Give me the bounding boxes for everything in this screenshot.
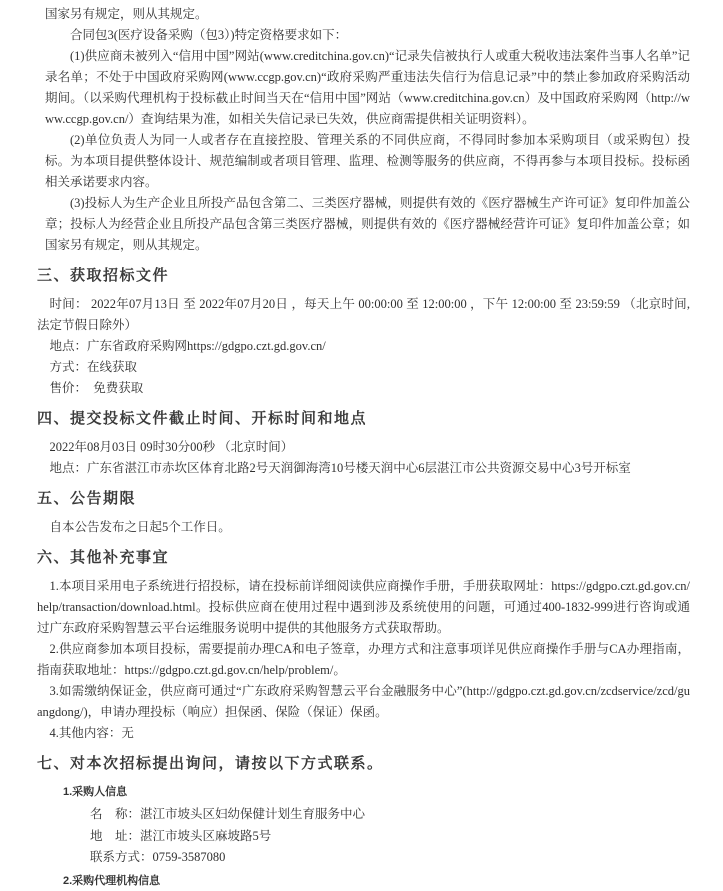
other-matters-item-3: 3.如需缴纳保证金，供应商可通过“广东政府采购智慧云平台金融服务中心”(http://gdgpo.czt.gd.gov.cn/zcdservice/zcd/guangdong/)，申请办理投标（响应）担保函、保险（保证）保函。 xyxy=(37,684,690,719)
purchaser-address-field xyxy=(90,826,690,848)
qualification-item-1: (1)供应商未被列入“信用中国”网站(www.creditchina.gov.cn)“记录失信被执行人或重大税收违法案件当事人名单”记录名单；不处于中国政府采购网(www.ccgp.gov.cn)“政府采购严重违法失信行为信息记录”中的禁止参加政府采购活动期间。（以采购代理机构于投标截止时间当天在“信用中国”网站（www.creditchina.gov.cn）及中国政府采购网（http://www.ccgp.gov.cn/）查询结果为准，如相关失信记录已失效，供应商需提供相关证明资料）。 xyxy=(45,49,690,126)
purchaser-name-field xyxy=(90,804,690,826)
other-matters-item-2: 2.供应商参加本项目投标，需要提前办理CA和电子签章，办理方式和注意事项详见供应商操作手册与CA办理指南，指南获取地址：https://gdgpo.czt.gd.gov.cn/help/problem/。 xyxy=(37,642,690,677)
qualification-item-3: (3)投标人为生产企业且所投产品包含第二、三类医疗器械，则提供有效的《医疗器械生产许可证》复印件加盖公章；投标人为经营企业且所投产品包含第三类医疗器械，则提供有效的《医疗器械经营许可证》复印件加盖公章；如国家另有规定，则从其规定。 xyxy=(45,196,690,252)
carryover-paragraph: 国家另有规定，则从其规定。 xyxy=(45,7,208,21)
section-title-announcement-period: 五、公告期限 xyxy=(37,490,137,507)
obtain-price-line: 售价： 免费获取 xyxy=(49,381,144,395)
purchaser-address-label: 地 址： xyxy=(90,828,141,843)
purchaser-phone-value: 0759-3587080 xyxy=(152,850,226,864)
obtain-method-line: 方式：在线获取 xyxy=(49,360,138,374)
qualification-item-2: (2)单位负责人为同一人或者存在直接控股、管理关系的不同供应商，不得同时参加本采购项目（或采购包）投标。为本项目提供整体设计、规范编制或者项目管理、监理、检测等服务的供应商，不得再参与本项目投标。投标函相关承诺要求内容。 xyxy=(45,133,690,189)
purchaser-name-label: 名 称： xyxy=(90,807,141,821)
obtain-time-line: 时间： 2022年07月13日 至 2022年07月20日 ，每天上午 00:00:00 至 12:00:00 ，下午 12:00:00 至 23:59:59 （北京时间,法定节假日除外） xyxy=(37,297,690,332)
section-title-contact: 七、对本次招标提出询问，请按以下方式联系。 xyxy=(37,755,384,772)
obtain-location-line: 地点：广东省政府采购网https://gdgpo.czt.gd.gov.cn/ xyxy=(49,339,326,353)
purchaser-address-value: 湛江市坡头区麻坡路5号 xyxy=(140,828,272,843)
purchaser-phone-label: 联系方式： xyxy=(90,850,153,864)
other-matters-item-1: 1.本项目采用电子系统进行招投标，请在投标前详细阅读供应商操作手册，手册获取网址：https://gdgpo.czt.gd.gov.cn/help/transaction/download.html。投标供应商在使用过程中遇到涉及系统使用的问题，可通过400-1832-999进行咨询或通过广东政府采购智慧云平台运维服务说明中提供的其他服务方式获取帮助。 xyxy=(37,579,690,635)
purchaser-name-value: 湛江市坡头区妇幼保健计划生育服务中心 xyxy=(140,807,366,821)
section-title-obtain-documents: 三、获取招标文件 xyxy=(37,267,170,284)
opening-location-line: 地点：广东省湛江市赤坎区体育北路2号天润御海湾10号楼天润中心6层湛江市公共资源交易中心3号开标室 xyxy=(49,461,631,475)
section-title-other-matters: 六、其他补充事宜 xyxy=(37,549,170,566)
other-matters-item-4: 4.其他内容：无 xyxy=(49,726,134,740)
agency-info-label: 2.采购代理机构信息 xyxy=(63,874,161,887)
deadline-datetime-line: 2022年08月03日 09时30分00秒 （北京时间） xyxy=(49,440,294,454)
intro-paragraph-contract-pkg3: 合同包3(医疗设备采购（包3）)特定资格要求如下： xyxy=(70,28,348,42)
announcement-period-line: 自本公告发布之日起5个工作日。 xyxy=(49,520,231,534)
purchaser-info-label: 1.采购人信息 xyxy=(63,786,128,798)
purchaser-phone-field xyxy=(90,847,690,869)
section-title-submission-deadline: 四、提交投标文件截止时间、开标时间和地点 xyxy=(37,410,368,427)
